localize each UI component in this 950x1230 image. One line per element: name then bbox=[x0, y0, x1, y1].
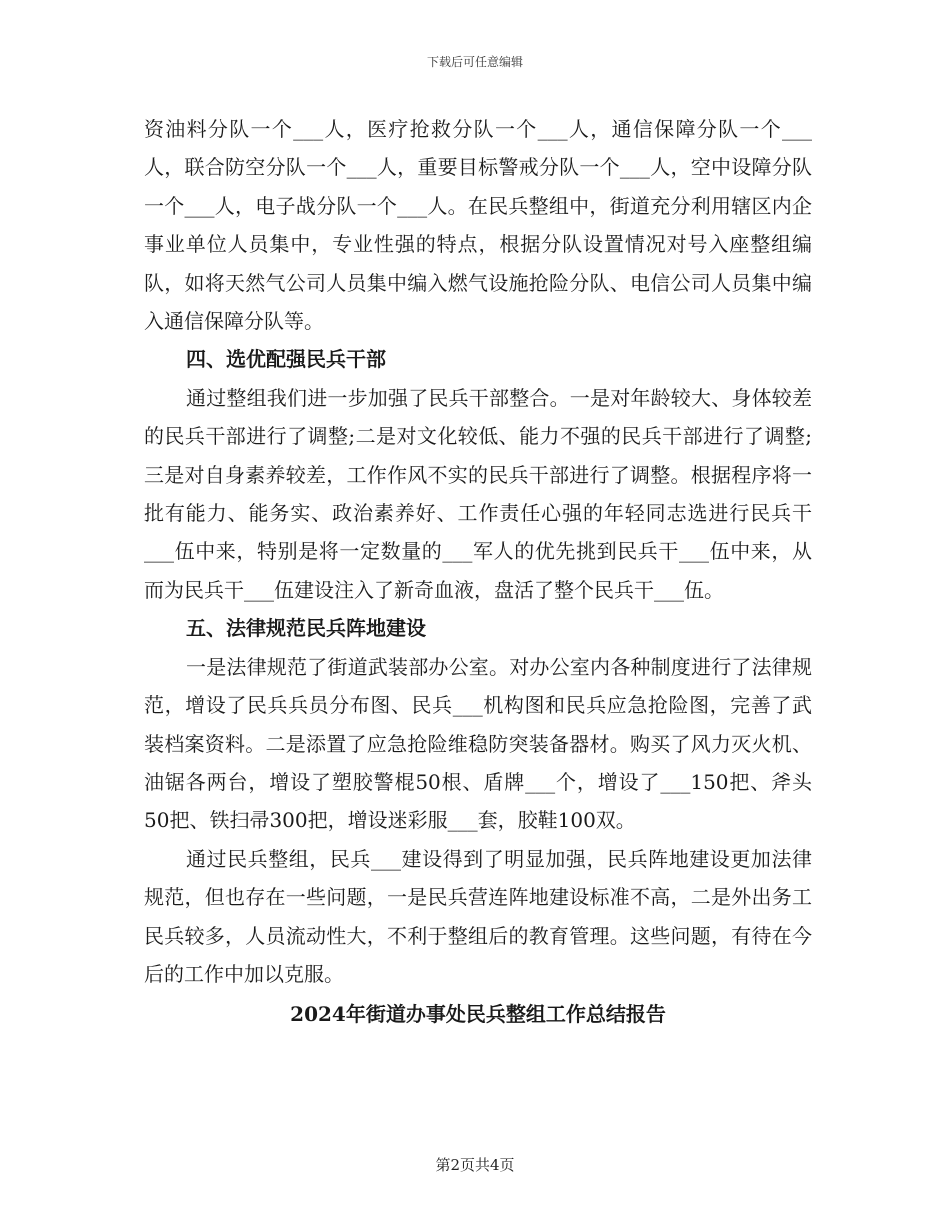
page-header: 下载后可任意编辑 bbox=[426, 55, 523, 69]
paragraph-conclusion: 通过民兵整组，民兵___建设得到了明显加强，民兵阵地建设更加法律规范，但也存在一些问题，一是民兵营连阵地建设标准不高，二是外出务工民兵较多，人员流动性大，不利于整组后的教育管理。这些问题，有待在今后的工作中加以克服。 bbox=[144, 846, 812, 986]
paragraph-squads: 资油料分队一个___人，医疗抢救分队一个___人，通信保障分队一个___人，联合防空分队一个___人，重要目标警戒分队一个___人，空中设障分队一个___人，电子战分队一个___人。在民兵整组中，街道充分利用辖区内企事业单位人员集中，专业性强的特点，根据分队设置情况对号入座整组编队，如将天然气公司人员集中编入燃气设施抢险分队、电信公司人员集中编入通信保障分队等。 bbox=[144, 117, 812, 334]
document-title: 2024年街道办事处民兵整组工作总结报告 bbox=[290, 1002, 666, 1027]
paragraph-position: 一是法律规范了街道武装部办公室。对办公室内各种制度进行了法律规范，增设了民兵兵员分布图、民兵___机构图和民兵应急抢险图，完善了武装档案资料。二是添置了应急抢险维稳防突装备器材。购买了风力灭火机、油锯各两台，增设了塑胶警棍50根、盾牌___个，增设了___150把、斧头50把、铁扫帚300把，增设迷彩服___套，胶鞋100双。 bbox=[144, 654, 812, 833]
page-footer: 第2页共4页 bbox=[435, 1156, 515, 1174]
document-body bbox=[144, 110, 812, 1034]
paragraph-cadres: 通过整组我们进一步加强了民兵干部整合。一是对年龄较大、身体较差的民兵干部进行了调整;二是对文化较低、能力不强的民兵干部进行了调整;三是对自身素养较差，工作作风不实的民兵干部进行了调整。根据程序将一批有能力、能务实、政治素养好、工作责任心强的年轻同志选进行民兵干___伍中来，特别是将一定数量的___军人的优先挑到民兵干___伍中来，从而为民兵干___伍建设注入了新奇血液，盘活了整个民兵干___伍。 bbox=[144, 385, 812, 602]
section-heading-position: 五、法律规范民兵阵地建设 bbox=[186, 616, 426, 641]
section-heading-cadres: 四、选优配强民兵干部 bbox=[186, 347, 386, 372]
